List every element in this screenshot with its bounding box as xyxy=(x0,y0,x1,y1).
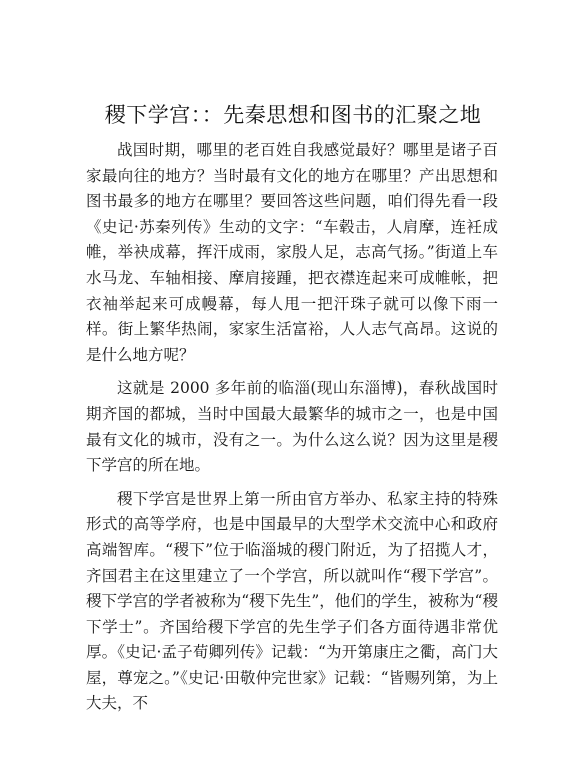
document-title: 稷下学宫：：先秦思想和图书的汇聚之地 xyxy=(104,103,482,127)
paragraph-2: 这就是 2000 多年前的临淄(现山东淄博)，春秋战国时期齐国的都城，当时中国最大最繁华的城市之一，也是中国最有文化的城市，没有之一。为什么这么说？因为这里是稷下学宫的所在地。 xyxy=(86,379,498,475)
paragraph-3: 稷下学宫是世界上第一所由官方举办、私家主持的特殊形式的高等学府，也是中国最早的大型学术交流中心和政府高端智库。“稷下”位于临淄城的稷门附近，为了招揽人才，齐国君主在这里建立了一个学宫，所以就叫作“稷下学宫”。稷下学宫的学者被称为“稷下先生”，他们的学生，被称为“稷下学士”。齐国给稷下学宫的先生学子们各方面待遇非常优厚。《史记·孟子荀卿列传》记载：“为开第康庄之衢，高门大屋，尊宠之。”《史记·田敬仲完世家》记载：“皆赐列第，为上大夫，不 xyxy=(86,489,498,713)
paragraph-1: 战国时期，哪里的老百姓自我感觉最好？哪里是诸子百家最向往的地方？当时最有文化的地方在哪里？产出思想和图书最多的地方在哪里？要回答这些问题，咱们得先看一段《史记·苏秦列传》生动的文字：“车毂击，人肩摩，连衽成帷，举袂成幕，挥汗成雨，家殷人足，志高气扬。”街道上车水马龙、车轴相接、摩肩接踵，把衣襟连起来可成帷帐，把衣袖举起来可成幔幕，每人甩一把汗珠子就可以像下雨一样。街上繁华热闹，家家生活富裕，人人志气高昂。这说的是什么地方呢？ xyxy=(86,141,498,364)
document-body xyxy=(86,138,498,725)
